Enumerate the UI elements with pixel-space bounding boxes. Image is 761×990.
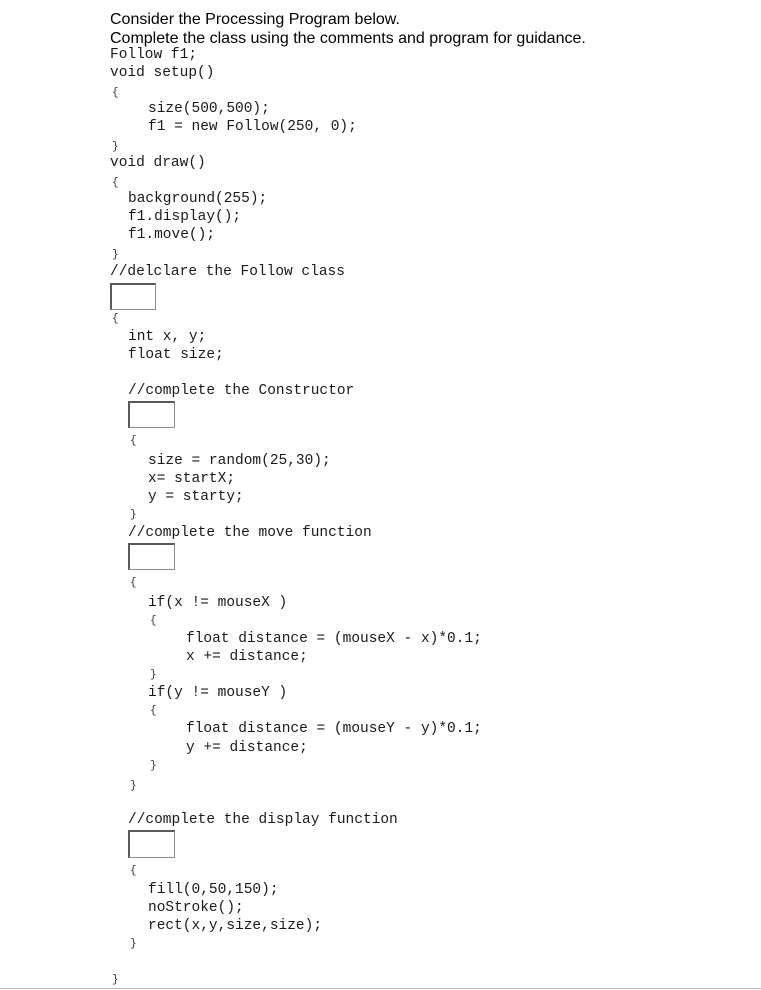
code-draw-signature: void draw() xyxy=(110,155,206,171)
move-open-brace: { xyxy=(130,577,137,589)
class-open-brace: { xyxy=(112,313,119,325)
code-background-call: background(255); xyxy=(128,191,268,207)
if-x-close-brace: } xyxy=(150,669,157,681)
code-nostroke-call: noStroke(); xyxy=(148,900,244,916)
question-line-1: Consider the Processing Program below. xyxy=(110,11,400,28)
code-size-call: size(500,500); xyxy=(148,101,270,117)
code-decl: Follow f1; xyxy=(110,47,198,63)
code-display-call: f1.display(); xyxy=(128,209,242,225)
setup-close-brace: } xyxy=(112,141,119,153)
display-open-brace: { xyxy=(130,865,137,877)
code-new-follow: f1 = new Follow(250, 0); xyxy=(148,119,357,135)
comment-display-function: //complete the display function xyxy=(128,812,398,828)
code-if-y: if(y != mouseY ) xyxy=(148,685,288,701)
move-header-input[interactable] xyxy=(128,543,175,570)
draw-open-brace: { xyxy=(112,177,119,189)
page-bottom-divider xyxy=(0,988,761,989)
code-x-plus: x += distance; xyxy=(186,649,308,665)
constructor-open-brace: { xyxy=(130,435,137,447)
code-setup-signature: void setup() xyxy=(110,65,215,81)
comment-move-function: //complete the move function xyxy=(128,525,372,541)
code-distance-y: float distance = (mouseY - y)*0.1; xyxy=(186,721,482,737)
constructor-close-brace: } xyxy=(130,509,137,521)
code-y-plus: y += distance; xyxy=(186,740,308,756)
code-y-assign: y = starty; xyxy=(148,489,244,505)
if-x-open-brace: { xyxy=(150,615,157,627)
class-header-input[interactable] xyxy=(110,283,156,310)
display-close-brace: } xyxy=(130,938,137,950)
code-distance-x: float distance = (mouseX - x)*0.1; xyxy=(186,631,482,647)
class-close-brace: } xyxy=(112,974,119,986)
code-move-call: f1.move(); xyxy=(128,227,216,243)
move-close-brace: } xyxy=(130,780,137,792)
code-size-random: size = random(25,30); xyxy=(148,453,331,469)
code-fill-call: fill(0,50,150); xyxy=(148,882,279,898)
display-header-input[interactable] xyxy=(128,830,175,858)
constructor-header-input[interactable] xyxy=(128,401,175,428)
code-x-assign: x= startX; xyxy=(148,471,236,487)
draw-close-brace: } xyxy=(112,249,119,261)
code-rect-call: rect(x,y,size,size); xyxy=(148,918,323,934)
if-y-close-brace: } xyxy=(150,760,157,772)
comment-constructor: //complete the Constructor xyxy=(128,383,355,399)
setup-open-brace: { xyxy=(112,87,119,99)
code-if-x: if(x != mouseX ) xyxy=(148,595,288,611)
question-line-2: Complete the class using the comments and program for guidance. xyxy=(110,30,586,47)
if-y-open-brace: { xyxy=(150,705,157,717)
comment-declare-class: //delclare the Follow class xyxy=(110,264,345,280)
code-field-ints: int x, y; xyxy=(128,329,207,345)
code-field-float: float size; xyxy=(128,347,224,363)
